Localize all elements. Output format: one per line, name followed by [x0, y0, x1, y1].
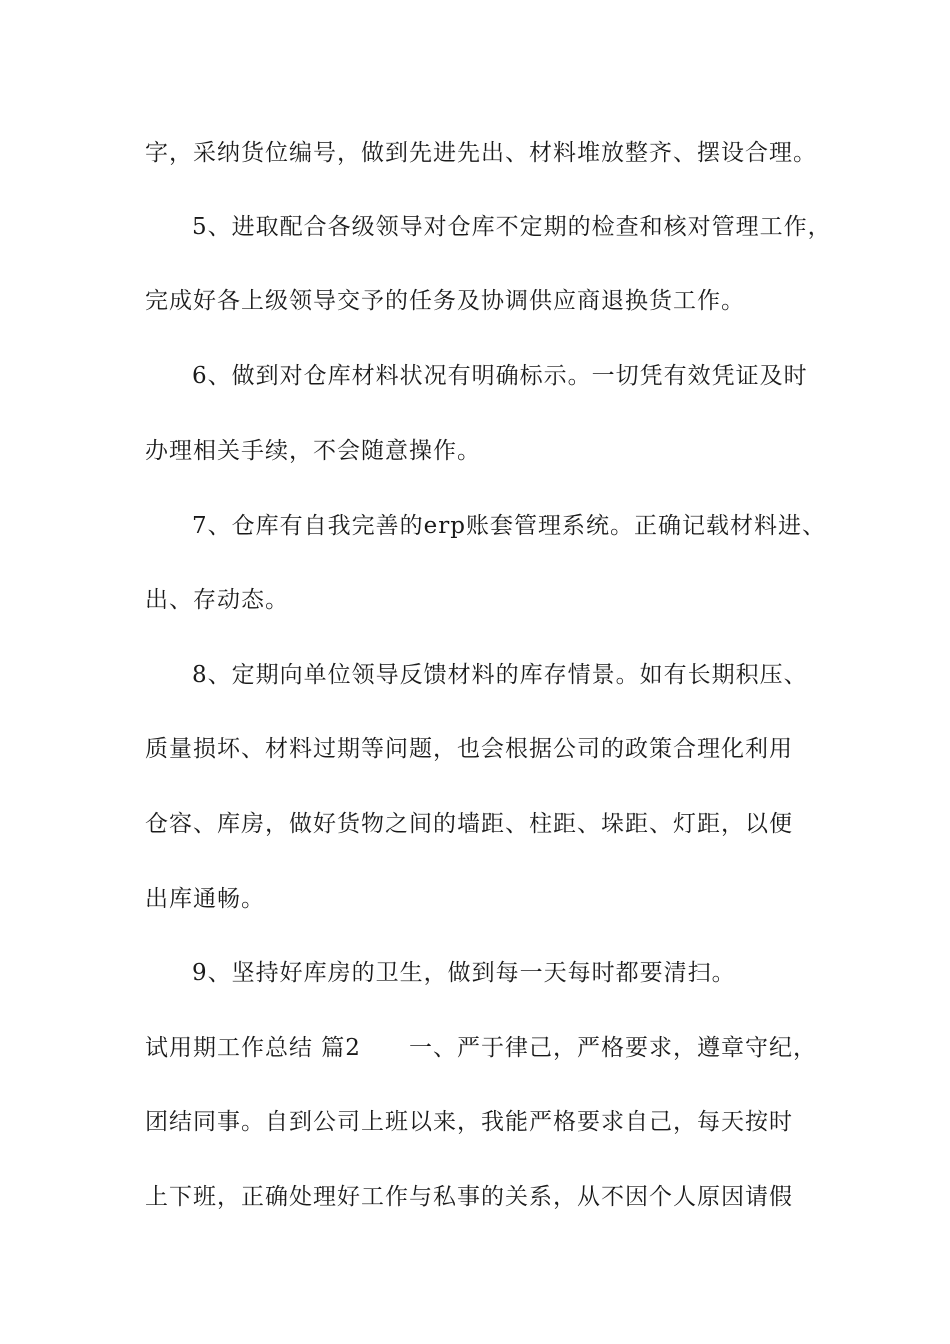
text-line: 质量损坏、材料过期等问题，也会根据公司的政策合理化利用	[145, 736, 793, 762]
text-line: 上下班，正确处理好工作与私事的关系，从不因个人原因请假	[145, 1184, 793, 1210]
text-line: 8、定期向单位领导反馈材料的库存情景。如有长期积压、	[192, 662, 808, 688]
text-line: 7、仓库有自我完善的erp账套管理系统。正确记载材料进、	[192, 513, 826, 539]
text-line: 仓容、库房，做好货物之间的墙距、柱距、垛距、灯距，以便	[145, 811, 793, 837]
text-line: 6、做到对仓库材料状况有明确标示。一切凭有效凭证及时	[192, 363, 808, 389]
text-line: 9、坚持好库房的卫生，做到每一天每时都要清扫。	[192, 960, 736, 986]
text-line: 团结同事。自到公司上班以来，我能严格要求自己，每天按时	[145, 1109, 793, 1135]
section-title: 试用期工作总结 篇2	[145, 1035, 361, 1061]
text-line: 出库通畅。	[145, 886, 265, 912]
text-line: 字，采纳货位编号，做到先进先出、材料堆放整齐、摆设合理。	[145, 140, 817, 166]
text-line: 出、存动态。	[145, 587, 289, 613]
section-heading-line	[145, 1033, 817, 1063]
text-line: 5、进取配合各级领导对仓库不定期的检查和核对管理工作，	[192, 214, 832, 240]
text-line: 办理相关手续，不会随意操作。	[145, 438, 481, 464]
text-line: 完成好各上级领导交予的任务及协调供应商退换货工作。	[145, 288, 745, 314]
section-first-sentence: 一、严于律己，严格要求，遵章守纪，	[408, 1035, 817, 1061]
